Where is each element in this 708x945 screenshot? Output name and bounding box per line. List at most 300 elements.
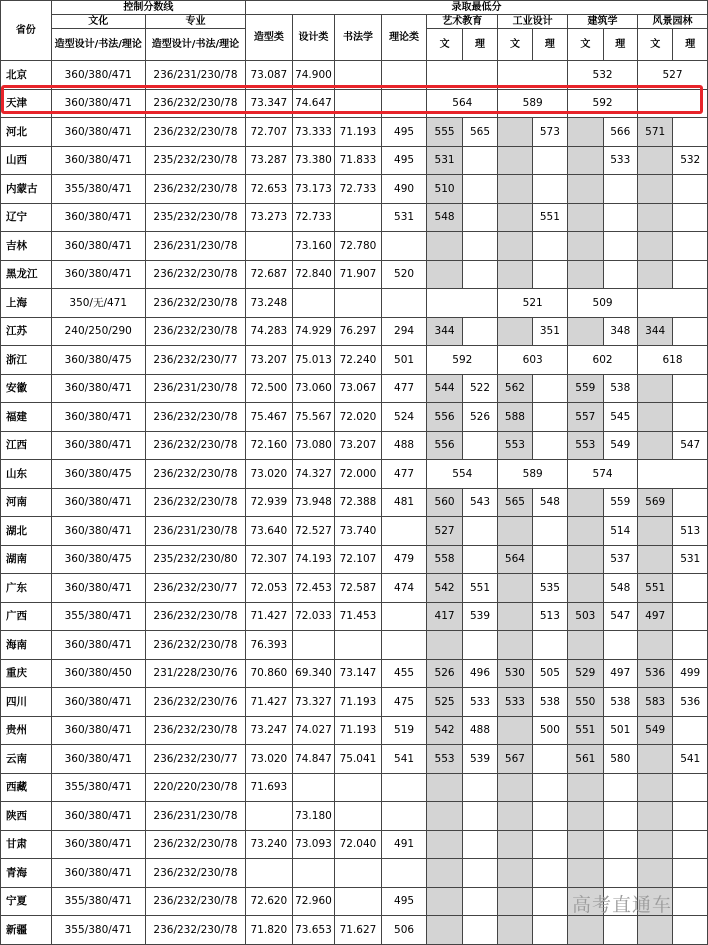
major-score-cell: 526 (427, 659, 462, 688)
zaoxing-score-cell: 73.240 (246, 830, 293, 859)
header-admission-min: 录取最低分 (246, 1, 708, 15)
major-score-cell (462, 146, 497, 175)
lilun-score-cell: 455 (381, 659, 427, 688)
lilun-score-cell (381, 61, 427, 90)
major-line-cell: 236/232/230/78 (145, 602, 245, 631)
table-row (1, 203, 708, 232)
major-score-cell (498, 118, 532, 147)
major-score-cell: 532 (673, 146, 708, 175)
table-row (1, 688, 708, 717)
major-score-cell (498, 574, 532, 603)
major-score-cell: 509 (568, 289, 638, 318)
header-province: 省份 (1, 1, 52, 61)
header-li: 理 (532, 29, 567, 61)
major-score-cell (498, 232, 532, 261)
table-row (1, 431, 708, 460)
major-score-cell (673, 260, 708, 289)
culture-line-cell: 360/380/475 (51, 460, 145, 489)
major-score-cell: 588 (498, 403, 532, 432)
table-row (1, 745, 708, 774)
major-score-cell: 344 (427, 317, 462, 346)
province-cell: 浙江 (1, 346, 52, 375)
major-score-cell (498, 203, 532, 232)
major-score-cell (673, 574, 708, 603)
major-line-cell: 236/232/230/78 (145, 631, 245, 660)
culture-line-cell: 360/380/471 (51, 118, 145, 147)
major-score-cell (637, 89, 707, 118)
major-score-cell (673, 232, 708, 261)
major-score-cell (462, 517, 497, 546)
major-score-cell: 344 (637, 317, 672, 346)
major-score-cell (462, 859, 497, 888)
major-score-cell: 542 (427, 716, 462, 745)
lilun-score-cell: 495 (381, 146, 427, 175)
major-score-cell: 526 (462, 403, 497, 432)
shufa-score-cell: 73.067 (335, 374, 382, 403)
major-score-cell (568, 175, 603, 204)
major-score-cell: 566 (603, 118, 637, 147)
shufa-score-cell (335, 773, 382, 802)
zaoxing-score-cell: 73.020 (246, 745, 293, 774)
major-score-cell (498, 517, 532, 546)
major-score-cell: 559 (568, 374, 603, 403)
zaoxing-score-cell: 72.500 (246, 374, 293, 403)
major-score-cell: 499 (673, 659, 708, 688)
table-row (1, 118, 708, 147)
sheji-score-cell: 74.327 (292, 460, 335, 489)
shufa-score-cell: 72.240 (335, 346, 382, 375)
major-score-cell (568, 773, 603, 802)
table-row (1, 830, 708, 859)
lilun-score-cell: 488 (381, 431, 427, 460)
major-score-cell (532, 916, 567, 945)
major-score-cell (637, 545, 672, 574)
major-score-cell: 589 (498, 460, 568, 489)
major-score-cell (568, 118, 603, 147)
major-score-cell (427, 916, 462, 945)
zaoxing-score-cell: 71.693 (246, 773, 293, 802)
major-line-cell: 236/232/230/78 (145, 716, 245, 745)
culture-line-cell: 355/380/471 (51, 887, 145, 916)
shufa-score-cell: 72.780 (335, 232, 382, 261)
major-score-cell: 567 (498, 745, 532, 774)
zaoxing-score-cell: 76.393 (246, 631, 293, 660)
major-score-cell (603, 260, 637, 289)
major-score-cell: 553 (427, 745, 462, 774)
zaoxing-score-cell: 70.860 (246, 659, 293, 688)
zaoxing-score-cell: 72.053 (246, 574, 293, 603)
major-score-cell (532, 175, 567, 204)
major-line-cell: 236/231/230/78 (145, 374, 245, 403)
table-row (1, 602, 708, 631)
header-li: 理 (603, 29, 637, 61)
major-line-cell: 235/232/230/78 (145, 146, 245, 175)
major-score-cell (498, 260, 532, 289)
lilun-score-cell: 479 (381, 545, 427, 574)
major-score-cell: 501 (603, 716, 637, 745)
major-score-cell (498, 631, 532, 660)
major-score-cell: 583 (637, 688, 672, 717)
table-row (1, 289, 708, 318)
lilun-score-cell: 491 (381, 830, 427, 859)
major-score-cell: 571 (637, 118, 672, 147)
major-score-cell (568, 260, 603, 289)
shufa-score-cell: 71.193 (335, 118, 382, 147)
major-line-cell: 236/232/230/78 (145, 859, 245, 888)
sheji-score-cell: 69.340 (292, 659, 335, 688)
sheji-score-cell: 73.380 (292, 146, 335, 175)
major-line-cell: 236/232/230/78 (145, 488, 245, 517)
table-row (1, 403, 708, 432)
culture-line-cell: 360/380/471 (51, 802, 145, 831)
major-score-cell: 564 (498, 545, 532, 574)
major-score-cell (498, 175, 532, 204)
major-score-cell: 503 (568, 602, 603, 631)
province-cell: 海南 (1, 631, 52, 660)
header-li: 理 (462, 29, 497, 61)
major-score-cell (532, 232, 567, 261)
shufa-score-cell: 76.297 (335, 317, 382, 346)
header-culture-sub: 造型设计/书法/理论 (51, 29, 145, 61)
major-score-cell: 556 (427, 431, 462, 460)
major-score-cell (568, 146, 603, 175)
lilun-score-cell: 490 (381, 175, 427, 204)
zaoxing-score-cell (246, 802, 293, 831)
major-score-cell: 551 (568, 716, 603, 745)
sheji-score-cell: 74.193 (292, 545, 335, 574)
sheji-score-cell: 73.173 (292, 175, 335, 204)
sheji-score-cell: 72.733 (292, 203, 335, 232)
lilun-score-cell: 477 (381, 460, 427, 489)
major-line-cell: 235/232/230/80 (145, 545, 245, 574)
major-score-cell: 539 (462, 745, 497, 774)
province-cell: 辽宁 (1, 203, 52, 232)
culture-line-cell: 360/380/471 (51, 89, 145, 118)
province-cell: 重庆 (1, 659, 52, 688)
zaoxing-score-cell (246, 232, 293, 261)
major-score-cell (673, 802, 708, 831)
major-score-cell (427, 61, 498, 90)
major-score-cell: 553 (498, 431, 532, 460)
major-score-cell (637, 289, 707, 318)
major-line-cell: 236/232/230/78 (145, 431, 245, 460)
culture-line-cell: 360/380/471 (51, 61, 145, 90)
lilun-score-cell: 495 (381, 118, 427, 147)
major-score-cell (568, 574, 603, 603)
major-score-cell (673, 916, 708, 945)
shufa-score-cell: 73.147 (335, 659, 382, 688)
shufa-score-cell: 71.627 (335, 916, 382, 945)
major-score-cell (568, 488, 603, 517)
major-score-cell (532, 260, 567, 289)
sheji-score-cell: 72.960 (292, 887, 335, 916)
major-score-cell: 592 (427, 346, 498, 375)
culture-line-cell: 360/380/471 (51, 859, 145, 888)
header-shufa: 书法学 (335, 15, 382, 61)
sheji-score-cell: 74.647 (292, 89, 335, 118)
province-cell: 云南 (1, 745, 52, 774)
major-score-cell: 603 (498, 346, 568, 375)
culture-line-cell: 360/380/471 (51, 574, 145, 603)
major-score-cell: 544 (427, 374, 462, 403)
table-row (1, 460, 708, 489)
major-score-cell (568, 317, 603, 346)
major-score-cell: 536 (637, 659, 672, 688)
sheji-score-cell: 75.567 (292, 403, 335, 432)
zaoxing-score-cell (246, 859, 293, 888)
major-score-cell (603, 859, 637, 888)
sheji-score-cell: 74.027 (292, 716, 335, 745)
major-score-cell (462, 773, 497, 802)
major-line-cell: 236/231/230/78 (145, 802, 245, 831)
major-score-cell (532, 146, 567, 175)
major-score-cell (637, 916, 672, 945)
major-line-cell: 231/228/230/76 (145, 659, 245, 688)
zaoxing-score-cell: 73.640 (246, 517, 293, 546)
major-score-cell: 496 (462, 659, 497, 688)
zaoxing-score-cell: 74.283 (246, 317, 293, 346)
sheji-score-cell: 73.093 (292, 830, 335, 859)
table-row (1, 802, 708, 831)
major-score-cell (603, 631, 637, 660)
province-cell: 河北 (1, 118, 52, 147)
sheji-score-cell: 74.900 (292, 61, 335, 90)
lilun-score-cell: 520 (381, 260, 427, 289)
lilun-score-cell: 501 (381, 346, 427, 375)
sheji-score-cell: 75.013 (292, 346, 335, 375)
major-score-cell: 618 (637, 346, 707, 375)
lilun-score-cell (381, 602, 427, 631)
shufa-score-cell: 72.388 (335, 488, 382, 517)
table-row (1, 346, 708, 375)
shufa-score-cell (335, 631, 382, 660)
table-row (1, 574, 708, 603)
lilun-score-cell (381, 859, 427, 888)
province-cell: 湖北 (1, 517, 52, 546)
major-score-cell: 538 (603, 688, 637, 717)
major-score-cell: 573 (532, 118, 567, 147)
header-wen: 文 (498, 29, 532, 61)
major-score-cell (637, 830, 672, 859)
major-score-cell (498, 887, 532, 916)
major-score-cell (462, 545, 497, 574)
major-score-cell: 543 (462, 488, 497, 517)
lilun-score-cell (381, 89, 427, 118)
major-score-cell (637, 517, 672, 546)
major-score-cell (498, 602, 532, 631)
shufa-score-cell (335, 61, 382, 90)
major-score-cell: 560 (427, 488, 462, 517)
header-sheji: 设计类 (292, 15, 335, 61)
lilun-score-cell: 531 (381, 203, 427, 232)
shufa-score-cell: 72.040 (335, 830, 382, 859)
major-score-cell: 553 (568, 431, 603, 460)
major-score-cell (603, 175, 637, 204)
culture-line-cell: 360/380/471 (51, 716, 145, 745)
major-score-cell (637, 175, 672, 204)
major-score-cell (532, 517, 567, 546)
major-score-cell (637, 745, 672, 774)
major-score-cell (427, 289, 498, 318)
lilun-score-cell (381, 289, 427, 318)
major-score-cell: 514 (603, 517, 637, 546)
table-row (1, 317, 708, 346)
major-line-cell: 236/231/230/78 (145, 232, 245, 261)
table-row (1, 374, 708, 403)
shufa-score-cell (335, 203, 382, 232)
major-line-cell: 236/232/230/77 (145, 745, 245, 774)
major-score-cell: 535 (532, 574, 567, 603)
lilun-score-cell: 474 (381, 574, 427, 603)
major-score-cell (532, 887, 567, 916)
major-score-cell: 602 (568, 346, 638, 375)
major-score-cell: 542 (427, 574, 462, 603)
major-score-cell: 554 (427, 460, 498, 489)
sheji-score-cell: 73.180 (292, 802, 335, 831)
sheji-score-cell: 72.453 (292, 574, 335, 603)
major-score-cell (532, 403, 567, 432)
major-score-cell (673, 403, 708, 432)
province-cell: 北京 (1, 61, 52, 90)
header-control-line: 控制分数线 (51, 1, 245, 15)
sheji-score-cell (292, 859, 335, 888)
major-line-cell: 236/231/230/78 (145, 517, 245, 546)
shufa-score-cell: 71.907 (335, 260, 382, 289)
culture-line-cell: 360/380/471 (51, 431, 145, 460)
table-row (1, 631, 708, 660)
major-score-cell (462, 887, 497, 916)
major-score-cell: 580 (603, 745, 637, 774)
culture-line-cell: 360/380/475 (51, 545, 145, 574)
major-score-cell (637, 260, 672, 289)
major-score-cell: 551 (532, 203, 567, 232)
major-score-cell (603, 830, 637, 859)
province-cell: 西藏 (1, 773, 52, 802)
culture-line-cell: 360/380/471 (51, 688, 145, 717)
major-score-cell: 537 (603, 545, 637, 574)
major-score-cell (462, 203, 497, 232)
shufa-score-cell (335, 89, 382, 118)
culture-line-cell: 240/250/290 (51, 317, 145, 346)
province-cell: 广东 (1, 574, 52, 603)
major-score-cell: 533 (498, 688, 532, 717)
major-score-cell (568, 859, 603, 888)
major-score-cell (637, 802, 672, 831)
lilun-score-cell: 541 (381, 745, 427, 774)
major-score-cell: 533 (462, 688, 497, 717)
major-score-cell: 561 (568, 745, 603, 774)
zaoxing-score-cell: 72.307 (246, 545, 293, 574)
shufa-score-cell: 71.193 (335, 688, 382, 717)
table-row (1, 232, 708, 261)
shufa-score-cell: 72.000 (335, 460, 382, 489)
major-score-cell (462, 260, 497, 289)
province-cell: 山西 (1, 146, 52, 175)
major-score-cell (498, 916, 532, 945)
table-row (1, 859, 708, 888)
lilun-score-cell: 475 (381, 688, 427, 717)
header-lilun: 理论类 (381, 15, 427, 61)
major-score-cell (532, 830, 567, 859)
table-row (1, 916, 708, 945)
shufa-score-cell: 73.740 (335, 517, 382, 546)
table-body (1, 61, 708, 945)
major-score-cell: 513 (532, 602, 567, 631)
major-score-cell: 529 (568, 659, 603, 688)
major-score-cell (532, 374, 567, 403)
shufa-score-cell (335, 887, 382, 916)
province-cell: 广西 (1, 602, 52, 631)
major-line-cell: 236/232/230/78 (145, 830, 245, 859)
major-score-cell: 530 (498, 659, 532, 688)
culture-line-cell: 360/380/471 (51, 403, 145, 432)
major-score-cell (532, 745, 567, 774)
sheji-score-cell: 72.840 (292, 260, 335, 289)
culture-line-cell: 360/380/471 (51, 203, 145, 232)
major-score-cell: 513 (673, 517, 708, 546)
major-score-cell: 522 (462, 374, 497, 403)
lilun-score-cell (381, 517, 427, 546)
zaoxing-score-cell: 72.707 (246, 118, 293, 147)
major-score-cell: 545 (603, 403, 637, 432)
major-line-cell: 236/232/230/78 (145, 317, 245, 346)
major-score-cell (498, 830, 532, 859)
lilun-score-cell: 524 (381, 403, 427, 432)
province-cell: 安徽 (1, 374, 52, 403)
zaoxing-score-cell: 75.467 (246, 403, 293, 432)
zaoxing-score-cell: 71.820 (246, 916, 293, 945)
major-score-cell: 500 (532, 716, 567, 745)
major-score-cell: 488 (462, 716, 497, 745)
shufa-score-cell: 72.587 (335, 574, 382, 603)
major-score-cell (532, 802, 567, 831)
table-row (1, 716, 708, 745)
shufa-score-cell (335, 802, 382, 831)
major-score-cell: 565 (498, 488, 532, 517)
province-cell: 吉林 (1, 232, 52, 261)
province-cell: 上海 (1, 289, 52, 318)
major-score-cell (532, 545, 567, 574)
major-score-cell: 521 (498, 289, 568, 318)
watermark-text: 高考直通车 (572, 894, 673, 916)
zaoxing-score-cell: 73.207 (246, 346, 293, 375)
major-score-cell (673, 118, 708, 147)
province-cell: 甘肃 (1, 830, 52, 859)
sheji-score-cell: 74.929 (292, 317, 335, 346)
major-score-cell: 548 (603, 574, 637, 603)
sheji-score-cell (292, 631, 335, 660)
table-row (1, 175, 708, 204)
major-score-cell (673, 374, 708, 403)
major-score-cell (427, 887, 462, 916)
major-line-cell: 236/232/230/78 (145, 887, 245, 916)
major-line-cell: 236/232/230/78 (145, 460, 245, 489)
lilun-score-cell: 519 (381, 716, 427, 745)
culture-line-cell: 360/380/475 (51, 346, 145, 375)
major-score-cell (673, 830, 708, 859)
major-score-cell (637, 859, 672, 888)
major-score-cell (568, 830, 603, 859)
major-score-cell (673, 317, 708, 346)
major-score-cell (498, 802, 532, 831)
major-score-cell (673, 773, 708, 802)
major-score-cell (673, 602, 708, 631)
table-row (1, 260, 708, 289)
major-score-cell (568, 631, 603, 660)
header-major: 专业 (145, 15, 245, 29)
major-score-cell (462, 175, 497, 204)
major-score-cell (427, 631, 462, 660)
